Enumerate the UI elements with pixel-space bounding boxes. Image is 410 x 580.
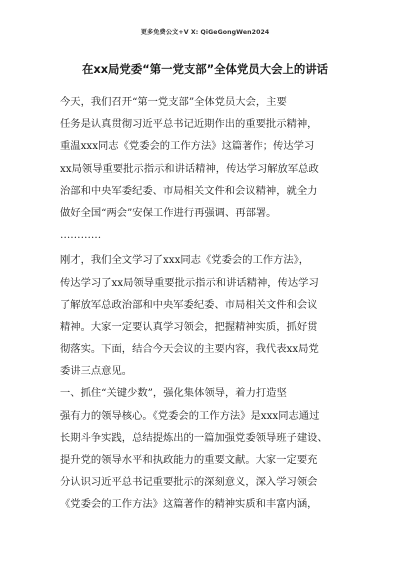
text-line: 治部和中央军委纪委、市局相关文件和会议精神，就全力 <box>60 184 318 197</box>
text-line: 长期斗争实践，总结提炼出的一篇加强党委领导班子建设、 <box>60 431 328 444</box>
paragraph-opening <box>60 91 356 224</box>
text-line: 今天，我们召开“第一党支部”全体党员大会，主要 <box>60 96 287 108</box>
text-line: 传达学习了xx局领导重要批示指示和讲话精神，传达学习 <box>60 276 319 289</box>
text-line: 彻落实。下面，结合今天会议的主要内容，我代表xx局党 <box>60 343 319 356</box>
text-line: 做好全国“两会”安保工作进行再强调、再部署。 <box>60 206 277 219</box>
text-line: 分认识习近平总书记重要批示的深刻意义，深入学习领会 <box>60 476 318 489</box>
text-line: 精神。大家一定要认真学习领会，把握精神实质，抓好贯 <box>60 320 318 333</box>
text-line: 一、抓住“关键少数”，强化集体领导，着力打造坚 <box>60 387 287 400</box>
header-note: 更多免费公文+V X: QiGeGongWen2024 <box>140 29 270 36</box>
text-line: 刚才，我们全文学习了xxx同志《党委会的工作方法》， <box>60 254 310 267</box>
text-line: 了解放军总政治部和中央军委纪委、市局相关文件和会议 <box>60 298 318 311</box>
text-line: ………… <box>60 229 102 242</box>
text-line: 强有力的领导核心。《党委会的工作方法》是xxx同志通过 <box>60 409 320 422</box>
paragraph-point-one <box>60 382 356 515</box>
text-line: 提升党的领导水平和执政能力的重要文献。大家一定要充 <box>60 454 318 466</box>
document-title: 在xx局党委“第一党支部”全体党员大会上的讲话 <box>81 62 329 76</box>
paragraph-ellipsis <box>60 224 356 246</box>
document-body <box>60 91 356 516</box>
text-line: xx局领导重要批示指示和讲话精神，传达学习解放军总政 <box>60 162 319 175</box>
paragraph-summary <box>60 249 356 382</box>
text-line: 任务是认真贯彻习近平总书记近期作出的重要批示精神， <box>60 118 318 131</box>
text-line: 重温xxx同志《党委会的工作方法》这篇著作；传达学习 <box>60 140 315 153</box>
text-line: 《党委会的工作方法》这篇著作的精神实质和丰富内涵， <box>60 498 318 511</box>
text-line: 委讲三点意见。 <box>60 365 133 378</box>
